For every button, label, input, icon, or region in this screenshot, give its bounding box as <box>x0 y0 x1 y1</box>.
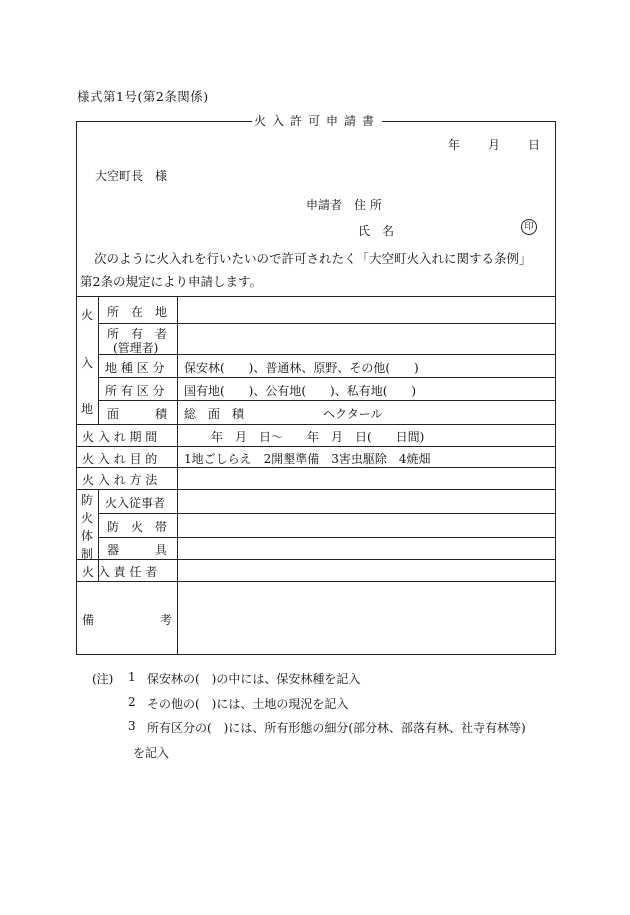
note-3-continuation: を記入 <box>133 746 170 760</box>
table-top-border <box>76 296 556 297</box>
row-label-remarks-right: 考 <box>160 613 173 627</box>
value-land-type[interactable]: 保安林( )、普通林、原野、その他( ) <box>184 361 419 375</box>
prevention-group-char-1: 防 <box>81 493 94 507</box>
form-title: 火入許可申請書 <box>253 114 380 128</box>
row-line <box>98 513 556 514</box>
applicant-name-label: 氏 名 <box>358 224 395 238</box>
date-month-label: 月 <box>488 138 501 152</box>
row-label-area: 面 積 <box>107 407 168 421</box>
note-1-num: 1 <box>128 670 136 684</box>
date-year-label: 年 <box>448 138 461 152</box>
row-label-owner-manager: (管理者) <box>113 341 159 355</box>
row-label-purpose: 火 入 れ 目 的 <box>82 452 158 466</box>
note-3-num: 3 <box>128 719 136 733</box>
seal-mark: 印 <box>521 219 537 235</box>
label-value-divider <box>177 296 178 655</box>
prevention-group-char-3: 体 <box>81 529 94 543</box>
row-line <box>76 424 556 425</box>
site-group-char-1: 火 <box>81 308 94 322</box>
row-line <box>98 354 556 355</box>
note-1-text: 保安林の( )の中には、保安林種を記入 <box>147 672 361 686</box>
prevention-group-char-2: 火 <box>81 511 94 525</box>
row-label-workers: 火入従事者 <box>105 496 166 510</box>
value-period[interactable]: 年 月 日〜 年 月 日( 日間) <box>211 430 425 444</box>
prevention-group-char-4: 制 <box>81 547 94 561</box>
row-line <box>98 377 556 378</box>
row-label-land-type: 地 種 区 分 <box>105 361 165 375</box>
note-2-num: 2 <box>128 695 136 709</box>
body-text-line2: 第2条の規定により申請します。 <box>80 274 262 289</box>
row-label-owner: 所 有 者 <box>107 327 168 341</box>
row-label-method: 火 入 れ 方 法 <box>82 473 158 487</box>
row-line <box>76 559 556 560</box>
row-line <box>98 323 556 324</box>
value-ownership[interactable]: 国有地( )、公有地( )、私有地( ) <box>184 384 417 398</box>
row-label-equipment: 器 具 <box>107 543 168 557</box>
value-area-unit: ヘクタール <box>323 407 383 421</box>
site-group-char-3: 地 <box>81 402 94 416</box>
value-purpose[interactable]: 1地ごしらえ 2開墾準備 3害虫駆除 4焼畑 <box>184 452 431 466</box>
row-label-period: 火 入 れ 期 間 <box>82 430 158 444</box>
note-2-text: その他の( )には、土地の現況を記入 <box>147 697 349 711</box>
form-number-label: 様式第1号(第2条関係) <box>77 89 209 104</box>
applicant-address-label: 申請者 住 所 <box>306 198 382 212</box>
body-text-line1: 次のように火入れを行いたいので許可されたく「大空町火入れに関する条例」 <box>94 251 532 266</box>
row-line <box>98 400 556 401</box>
notes-prefix: (注) <box>92 672 114 686</box>
row-line <box>76 467 556 468</box>
site-group-divider <box>98 296 99 425</box>
row-line <box>98 537 556 538</box>
site-group-char-2: 入 <box>81 356 94 370</box>
row-line <box>76 489 556 490</box>
addressee: 大空町長 様 <box>95 169 168 183</box>
row-label-supervisor: 火 入 責 任 者 <box>82 565 158 579</box>
row-line <box>76 581 556 582</box>
row-label-ownership: 所 有 区 分 <box>105 384 165 398</box>
note-3-text: 所有区分の( )には、所有形態の細分(部分林、部落有林、社寺有林等) <box>147 721 526 735</box>
date-day-label: 日 <box>528 138 541 152</box>
date-line <box>448 136 540 153</box>
row-label-firebreak: 防 火 帯 <box>107 520 168 534</box>
value-area-label: 総 面 積 <box>184 407 245 421</box>
row-label-remarks-left: 備 <box>82 613 95 627</box>
row-label-location: 所 在 地 <box>107 305 168 319</box>
row-line <box>76 446 556 447</box>
